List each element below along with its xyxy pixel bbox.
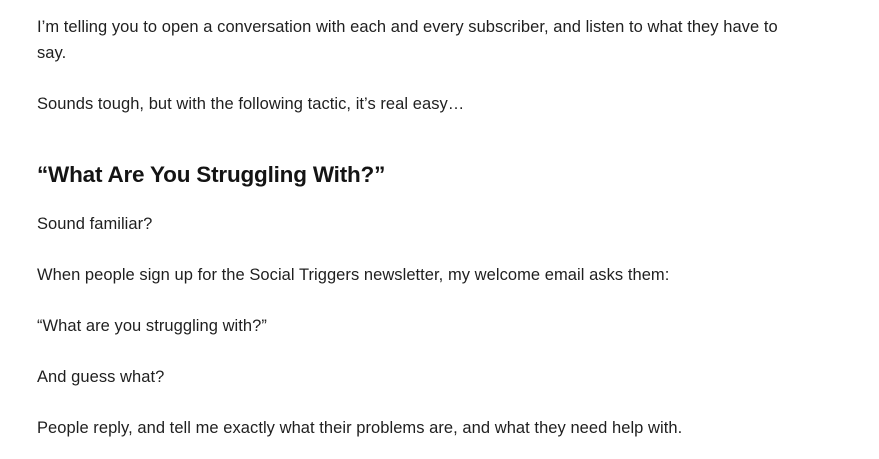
section-heading: “What Are You Struggling With?” [37, 162, 386, 187]
paragraph-struggling-question: “What are you struggling with?” [37, 317, 267, 335]
paragraph-guess-what: And guess what? [37, 368, 165, 386]
paragraph-sound-familiar: Sound familiar? [37, 215, 153, 233]
paragraph-welcome-email: When people sign up for the Social Triggers newsletter, my welcome email asks them: [37, 266, 670, 284]
paragraph-open-conversation: I’m telling you to open a conversation with each and every subscriber, and listen to what they have to say. [37, 18, 778, 62]
paragraph-sounds-tough: Sounds tough, but with the following tactic, it’s real easy… [37, 95, 465, 113]
paragraph-people-reply: People reply, and tell me exactly what their problems are, and what they need help with. [37, 419, 683, 437]
